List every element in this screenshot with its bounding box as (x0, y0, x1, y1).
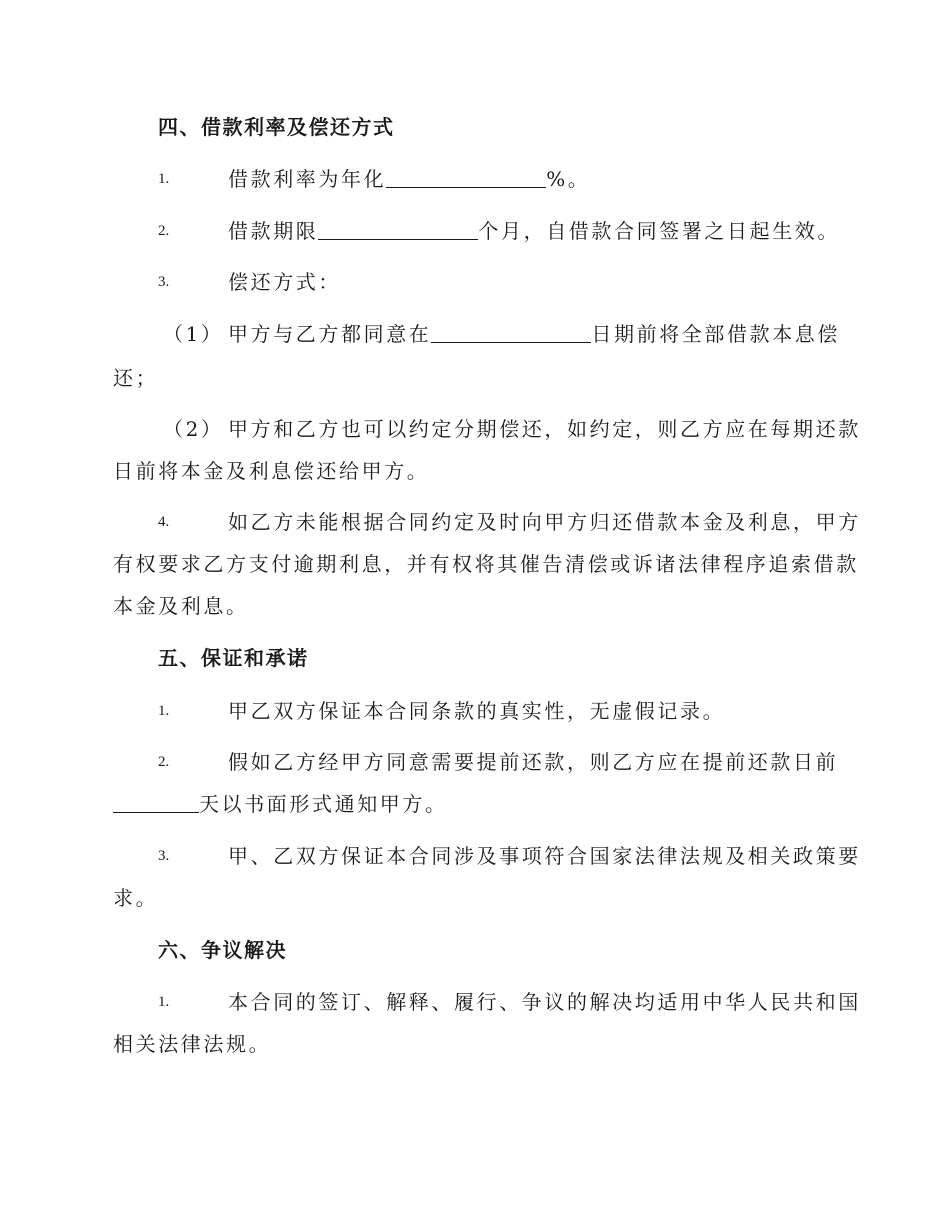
clause-number: 2. (158, 223, 170, 239)
clause-number: 3. (158, 274, 170, 290)
clause-text: 如乙方未能根据合同约定及时向甲方归还借款本金及利息，甲方 (228, 510, 861, 534)
clause-continuation: 有权要求乙方支付逾期利息，并有权将其催告清偿或诉诸法律程序追索借款 (113, 552, 859, 576)
sub-clause-label: （2） (163, 417, 224, 441)
clause-continuation: 求。 (113, 886, 159, 910)
fill-in-blank (431, 322, 591, 343)
clause-number: 1. (158, 171, 170, 187)
clause-text: 借款利率为年化 %。 (228, 167, 591, 191)
section-heading: 六、争议解决 (158, 938, 287, 962)
clause-number: 4. (158, 514, 170, 530)
clause-number: 1. (158, 994, 170, 1010)
clause-number: 2. (158, 754, 170, 770)
sub-clause-text: 甲方与乙方都同意在 日期前将全部借款本息偿 (228, 322, 841, 346)
fill-in-blank (386, 167, 546, 188)
clause-number: 3. (158, 848, 170, 864)
fill-in-blank (113, 792, 199, 813)
sub-clause-label: （1） (163, 322, 224, 346)
clause-text: 偿还方式： (228, 270, 341, 294)
clause-text: 本合同的签订、解释、履行、争议的解决均适用中华人民共和国 (228, 990, 861, 1014)
fill-in-blank (318, 219, 478, 240)
clause-text: 甲乙双方保证本合同条款的真实性，无虚假记录。 (228, 699, 726, 723)
clause-text: 借款期限 个月，自借款合同签署之日起生效。 (228, 219, 841, 243)
clause-continuation: 本金及利息。 (113, 594, 249, 618)
clause-continuation: 天以书面形式通知甲方。 (113, 790, 448, 818)
clause-text: 假如乙方经甲方同意需要提前还款，则乙方应在提前还款日前 (228, 750, 839, 774)
section-heading: 四、借款利率及偿还方式 (158, 115, 395, 139)
clause-text: 甲、乙双方保证本合同涉及事项符合国家法律法规及相关政策要 (228, 844, 861, 868)
clause-number: 1. (158, 703, 170, 719)
sub-clause-continuation: 还； (113, 366, 159, 390)
sub-clause-continuation: 日前将本金及利息偿还给甲方。 (113, 459, 430, 483)
sub-clause-text: 甲方和乙方也可以约定分期偿还，如约定，则乙方应在每期还款 (228, 417, 861, 441)
section-heading: 五、保证和承诺 (158, 646, 309, 670)
clause-continuation: 相关法律法规。 (113, 1032, 272, 1056)
